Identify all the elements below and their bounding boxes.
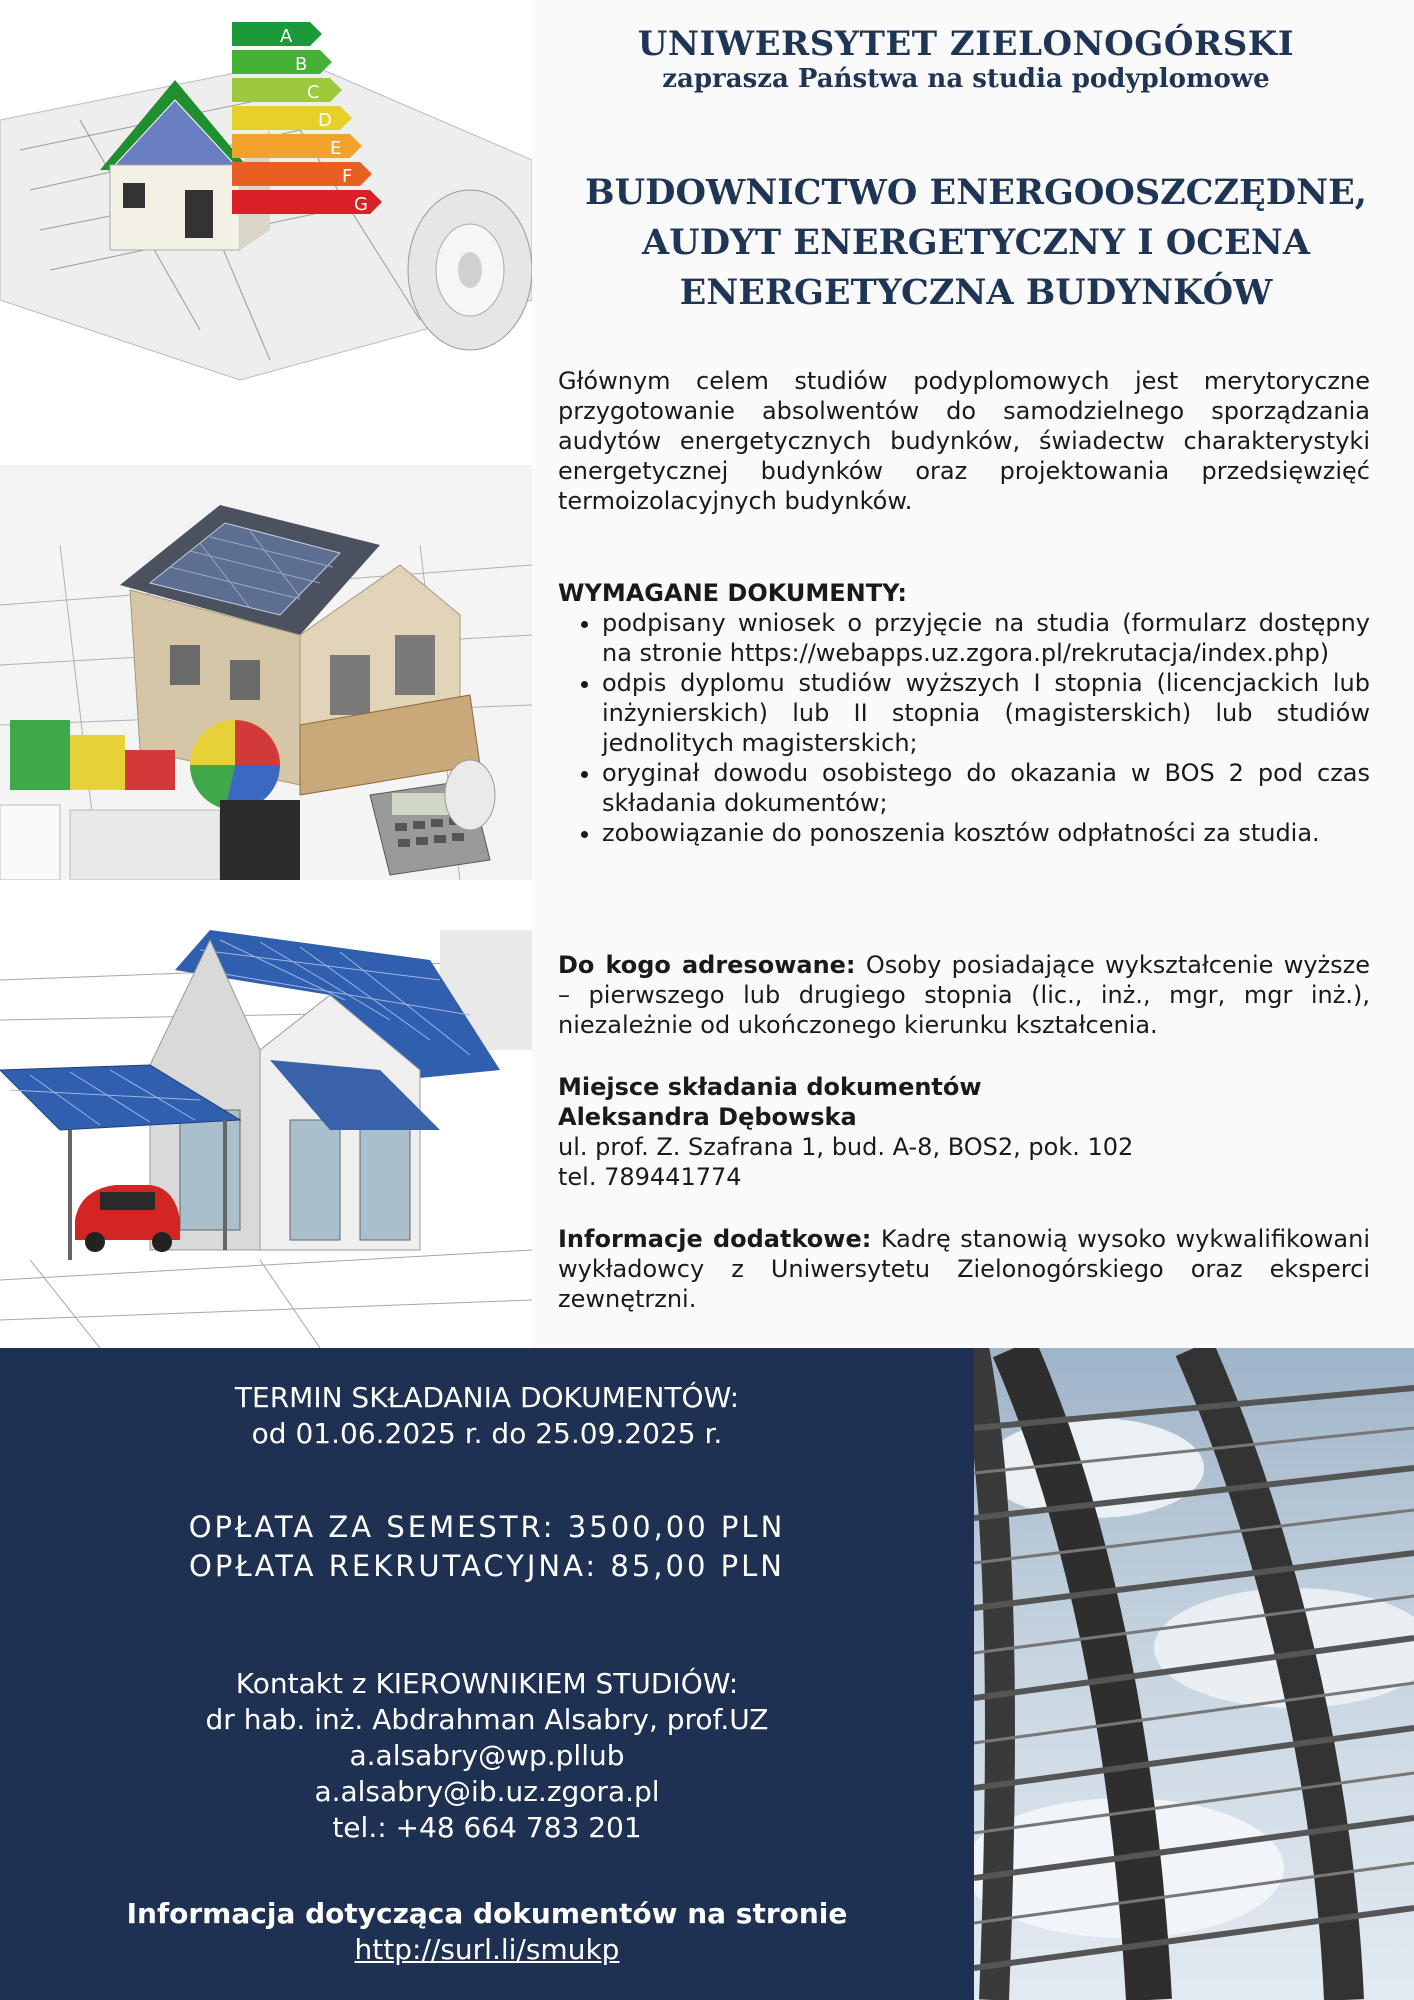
modern-solar-house-image [0,920,532,1348]
list-item: • odpis dyplomu studiów wyższych I stopnia (licencjackich lub inżynierskich) lub II stopnia (magisterskich) lub studiów jednolitych magisterskich; [602,668,1370,758]
course-title-line-1: BUDOWNICTWO ENERGOOSZCZĘDNE, [585,172,1367,213]
deadline-dates: od 01.06.2025 r. do 25.09.2025 r. [251,1417,723,1450]
semester-fee: OPŁATA ZA SEMESTR: 3500,00 PLN [188,1510,786,1544]
additional-info-text: Kadrę stanowią wysoko wykwalifikowani wykładowcy z Uniwersytetu Zielonogórskiego oraz eksperci zewnętrzni. [558,1225,1370,1313]
fees-block [0,1508,974,1586]
info-text: Informacja dotycząca dokumentów na stronie [126,1897,848,1930]
recruitment-fee: OPŁATA REKRUTACYJNA: 85,00 PLN [189,1549,785,1583]
required-documents [558,578,1370,848]
list-item: • zobowiązanie do ponoszenia kosztów odpłatności za studia. [602,818,1370,848]
submission-address: ul. prof. Z. Szafrana 1, bud. A-8, BOS2, pok. 102 [558,1133,1134,1161]
target-audience-text: Osoby posiadające wykształcenie wyższe – pierwszego lub drugiego stopnia (lic., inż., mgr, mgr inż.), niezależnie od ukończonego kierunku kształcenia. [558,951,1370,1039]
course-title [552,168,1400,318]
course-title-line-2: AUDYT ENERGETYCZNY I OCENA [642,222,1310,263]
submission-place [558,1072,1370,1192]
energy-label-a: A [280,26,293,47]
energy-label-e: E [330,138,342,159]
details-panel [0,1348,974,2000]
list-item: • oryginał dowodu osobistego do okazania w BOS 2 pod czas składania dokumentów; [602,758,1370,818]
submission-phone: tel. 789441774 [558,1163,742,1191]
director-email-2[interactable]: a.alsabry@ib.uz.zgora.pl [314,1775,660,1808]
submission-place-heading: Miejsce składania dokumentów [558,1073,982,1101]
additional-info [558,1224,1370,1314]
contact-block [0,1666,974,1846]
energy-label-c: C [307,82,320,103]
contact-label: Kontakt z KIEROWNIKIEM STUDIÓW: [235,1667,739,1700]
info-block [0,1896,974,1968]
energy-label-b: B [295,54,308,75]
university-name: UNIWERSYTET ZIELONOGÓRSKI [637,24,1295,64]
solar-model-house-image [0,465,532,880]
director-email-1[interactable]: a.alsabry@wp.pllub [349,1739,625,1772]
director-name: dr hab. inż. Abdrahman Alsabry, prof.UZ [205,1703,769,1736]
glass-roof-image [974,1348,1414,2000]
energy-label-f: F [342,166,353,187]
contact-person-name: Aleksandra Dębowska [558,1103,857,1131]
required-documents-heading: WYMAGANE DOKUMENTY: [558,579,908,607]
energy-label-d: D [318,110,332,131]
additional-info-label: Informacje dodatkowe: [558,1225,872,1253]
deadline-block [0,1380,974,1452]
image-column [0,0,532,1348]
required-documents-list [558,608,1370,848]
course-title-line-3: ENERGETYCZNA BUDYNKÓW [679,272,1273,313]
list-item: • podpisany wniosek o przyjęcie na studia (formularz dostępny na stronie https://webapps.uz.zgora.pl/rekrutacja/index.php) [602,608,1370,668]
info-link[interactable]: http://surl.li/smukp [354,1933,620,1966]
energy-house-image [0,0,532,415]
content-column [532,0,1414,1348]
deadline-label: TERMIN SKŁADANIA DOKUMENTÓW: [234,1381,740,1414]
target-audience [558,950,1370,1040]
course-goal-paragraph: Głównym celem studiów podyplomowych jest merytoryczne przygotowanie absolwentów do samodzielnego sporządzania audytów energetycznych budynków, świadectw charakterystyki energetycznej budynków oraz projektowania przedsięwzięć termoizolacyjnych budynków. [558,367,1370,515]
energy-label-g: G [354,194,368,215]
invitation-text: zaprasza Państwa na studia podyplomowe [662,64,1270,94]
director-phone: tel.: +48 664 783 201 [332,1811,642,1844]
target-audience-label: Do kogo adresowane: [558,951,856,979]
